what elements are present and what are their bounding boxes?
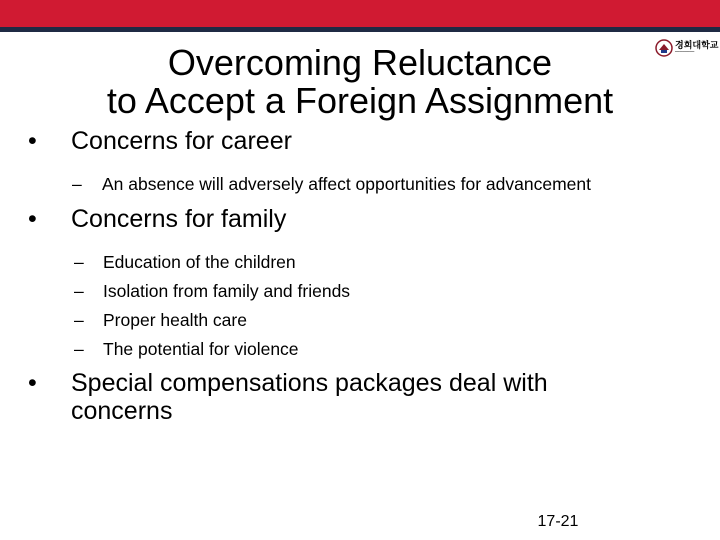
bullet-marker: • (28, 369, 37, 397)
dash-marker: – (72, 174, 82, 194)
bullet-text: Concerns for career (71, 127, 292, 155)
bullet-item-compensation (28, 369, 628, 425)
sub-item-text: The potential for violence (103, 339, 299, 359)
slide-title-line-1: Overcoming Reluctance (167, 42, 553, 83)
slide-title (60, 44, 660, 120)
bullet-marker: • (28, 205, 37, 233)
university-logo (655, 37, 717, 59)
dash-marker: – (74, 252, 84, 272)
logo-text: 경희대학교 (675, 40, 719, 50)
logo-subtext: ━━━━━━━━ (675, 49, 695, 54)
top-accent-bar (0, 0, 720, 27)
top-accent-line (0, 27, 720, 32)
sub-item-text: Proper health care (103, 310, 247, 330)
bullet-item-career (28, 127, 668, 155)
slide-title-line-2: to Accept a Foreign Assignment (106, 80, 614, 121)
sub-item-text: An absence will adversely affect opportunities for advancement (102, 174, 591, 194)
sub-item-text: Education of the children (103, 252, 296, 272)
bullet-text: Concerns for family (71, 205, 287, 233)
dash-marker: – (74, 339, 84, 359)
bullet-item-family (28, 205, 668, 233)
slide-number: 17-21 (537, 513, 579, 530)
bullet-text: Special compensations packages deal with concerns (71, 369, 548, 425)
dash-marker: – (74, 281, 84, 301)
sub-item-text: Isolation from family and friends (103, 281, 351, 301)
bullet-marker: • (28, 127, 37, 155)
dash-marker: – (74, 310, 84, 330)
